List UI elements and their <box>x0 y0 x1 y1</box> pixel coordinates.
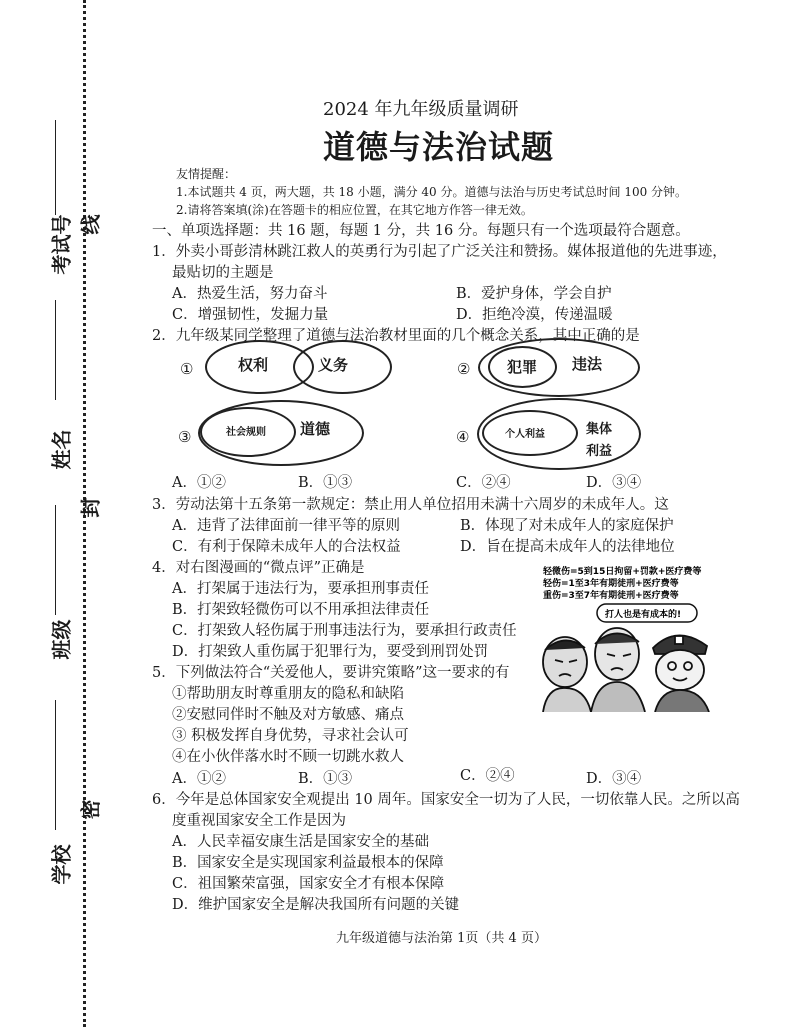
seal-char-seal: 封 <box>78 497 103 518</box>
q5-statement-1: ①帮助朋友时尊重朋友的隐私和缺陷 <box>172 686 404 702</box>
left-fighter <box>543 637 591 712</box>
q1-option-c: C．增强韧性，发掘力量 <box>172 307 329 323</box>
q1-option-b: B．爱护身体，学会自护 <box>456 286 612 302</box>
exam-subtitle: 2024 年九年级质量调研 <box>323 99 519 120</box>
page-footer: 九年级道德与法治第 1页（共 4 页） <box>336 931 547 946</box>
school-blank <box>55 700 56 830</box>
q6-option-b: B．国家安全是实现国家利益最根本的保障 <box>172 855 444 871</box>
q5-option-d: D．③④ <box>586 771 642 787</box>
q1-stem-1: 1．外卖小哥彭清林跳江救人的英勇行为引起了广泛关注和赞扬。媒体报道他的先进事迹， <box>152 244 727 260</box>
q2-option-d: D．③④ <box>586 475 642 491</box>
q4-stem: 4．对右图漫画的“微点评”正确是 <box>152 560 365 576</box>
diagram-1-duties-label: 义务 <box>318 356 349 374</box>
class-label: 班级 <box>49 619 74 660</box>
q6-option-d: D．维护国家安全是解决我国所有问题的关键 <box>172 897 460 913</box>
name-blank <box>55 300 56 400</box>
q2-option-c: C．②④ <box>456 475 511 491</box>
q6-stem-1: 6．今年是总体国家安全观提出 10 周年。国家安全一切为了人民，一切依靠人民。之所以高 <box>152 792 740 808</box>
diagram-2-number: ② <box>457 360 471 378</box>
fight-cartoon <box>535 562 735 712</box>
q5-statement-3: ③ 积极发挥自身优势，寻求社会认可 <box>172 728 409 744</box>
diagram-1-rights-label: 权利 <box>238 356 269 374</box>
q3-option-d: D．旨在提高未成年人的法律地位 <box>460 539 675 555</box>
diagram-3-morality-label: 道德 <box>300 420 331 438</box>
q6-option-c: C．祖国繁荣富强，国家安全才有根本保障 <box>172 876 445 892</box>
school-label: 学校 <box>49 844 74 885</box>
q1-option-a: A．热爱生活，努力奋斗 <box>172 286 328 302</box>
q4-option-b: B．打架致轻微伤可以不用承担法律责任 <box>172 602 430 618</box>
cartoon-caption-1: 轻微伤=5到15日拘留+罚款+医疗费等 <box>543 567 702 577</box>
q4-option-a: A．打架属于违法行为，要承担刑事责任 <box>172 581 429 597</box>
notice-heading: 友情提醒： <box>176 167 237 181</box>
seal-char-line: 线 <box>78 214 103 235</box>
q6-stem-2: 度重视国家安全工作是因为 <box>172 813 346 829</box>
q2-option-a: A．①② <box>172 475 226 491</box>
diagram-4-collective-label-2: 利益 <box>586 444 613 459</box>
police-officer <box>653 635 709 712</box>
class-blank <box>55 505 56 615</box>
diagram-4-individual-label: 个人利益 <box>505 429 545 440</box>
notice-line-2: 2.请将答案填(涂)在答题卡的相应位置，在其它地方作答一律无效。 <box>176 203 533 217</box>
q6-option-a: A．人民幸福安康生活是国家安全的基础 <box>172 834 429 850</box>
q3-option-b: B．体现了对未成年人的家庭保护 <box>460 518 674 534</box>
section-1-heading: 一、单项选择题：共 16 题，每题 1 分，共 16 分。每题只有一个选项最符合题意。 <box>152 223 690 239</box>
diagram-3-social-rules-label: 社会规则 <box>226 427 266 438</box>
q4-option-d: D．打架致人重伤属于犯罪行为，要受到刑罚处罚 <box>172 644 489 660</box>
cartoon-caption-2: 轻伤=1至3年有期徒刑+医疗费等 <box>543 579 679 589</box>
diagram-1-number: ① <box>180 360 194 378</box>
q2-option-b: B．①③ <box>298 475 353 491</box>
q1-stem-2: 最贴切的主题是 <box>172 265 274 281</box>
name-label: 姓名 <box>49 429 74 470</box>
cartoon-caption-3: 重伤=3至7年有期徒刑+医疗费等 <box>543 591 679 601</box>
speech-bubble-text: 打人也是有成本的! <box>605 610 682 620</box>
exam-no-blank <box>55 120 56 215</box>
exam-no-label: 考试号 <box>49 214 74 275</box>
q4-option-c: C．打架致人轻伤属于刑事违法行为，要承担行政责任 <box>172 623 517 639</box>
diagram-4-collective-label-1: 集体 <box>586 422 613 437</box>
q1-option-d: D．拒绝冷漠，传递温暖 <box>456 307 613 323</box>
q5-stem: 5．下列做法符合“关爱他人，要讲究策略”这一要求的有 <box>152 665 510 681</box>
q5-statement-2: ②安慰同伴时不触及对方敏感、痛点 <box>172 707 404 723</box>
exam-title: 道德与法治试题 <box>323 128 555 166</box>
q5-option-a: A．①② <box>172 771 226 787</box>
q5-option-b: B．①③ <box>298 771 353 787</box>
q5-option-c: C．②④ <box>460 768 515 784</box>
notice-line-1: 1.本试题共 4 页，两大题，共 18 小题，满分 40 分。道德与法治与历史考试总时间 100 分钟。 <box>176 185 688 199</box>
q5-statement-4: ④在小伙伴落水时不顾一切跳水救人 <box>172 749 404 765</box>
q3-option-c: C．有利于保障未成年人的合法权益 <box>172 539 401 555</box>
q3-stem: 3．劳动法第十五条第一款规定：禁止用人单位招用未满十六周岁的未成年人。这 <box>152 497 669 513</box>
seal-char-dense: 密 <box>78 799 103 820</box>
diagram-2-illegal-label: 违法 <box>572 355 603 373</box>
diagram-4-number: ④ <box>456 428 470 446</box>
diagram-3-number: ③ <box>178 428 192 446</box>
q2-stem: 2．九年级某同学整理了道德与法治教材里面的几个概念关系，其中正确的是 <box>152 328 640 344</box>
middle-fighter <box>591 628 645 712</box>
q3-option-a: A．违背了法律面前一律平等的原则 <box>172 518 400 534</box>
diagram-2-crime-label: 犯罪 <box>507 358 538 376</box>
